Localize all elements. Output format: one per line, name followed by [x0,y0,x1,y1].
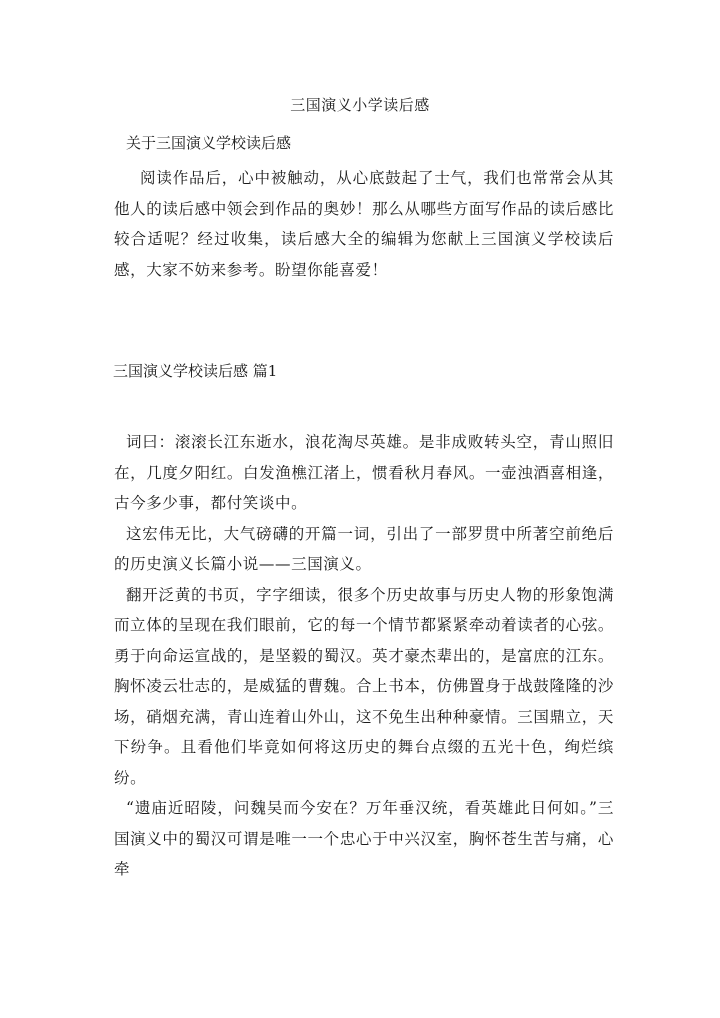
intro-paragraph: 阅读作品后，心中被触动，从心底鼓起了士气，我们也常常会从其他人的读后感中领会到作品的奥妙！那么从哪些方面写作品的读后感比较合适呢？经过收集，读后感大全的编辑为您献上三国演义学校读后感，大家不妨来参考。盼望你能喜爱！ [114,169,614,279]
page-title: 三国演义小学读后感 [290,96,430,114]
article-body [114,427,614,885]
section-heading: 三国演义学校读后感 篇1 [113,362,278,380]
document-subtitle: 关于三国演义学校读后感 [126,134,292,152]
intro-block [114,163,614,285]
body-paragraph: “遗庙近昭陵，问魏吴而今安在？万年垂汉统，看英雄此日何如。”三国演义中的蜀汉可谓是唯一一个忠心于中兴汉室，胸怀苍生苦与痛，心牵 [114,799,614,878]
body-paragraph: 词曰：滚滚长江东逝水，浪花淘尽英雄。是非成败转头空，青山照旧在，几度夕阳红。白发渔樵江渚上，惯看秋月春风。一壶浊酒喜相逢，古今多少事，都付笑谈中。 [114,433,614,512]
body-paragraph: 这宏伟无比，大气磅礴的开篇一词，引出了一部罗贯中所著空前绝后的历史演义长篇小说——三国演义。 [114,524,614,573]
body-paragraph: 翻开泛黄的书页，字字细读，很多个历史故事与历史人物的形象饱满而立体的呈现在我们眼前，它的每一个情节都紧紧牵动着读者的心弦。勇于向命运宣战的，是坚毅的蜀汉。英才豪杰辈出的，是富庶的江东。胸怀凌云壮志的，是威猛的曹魏。合上书本，仿佛置身于战鼓隆隆的沙场，硝烟充满，青山连着山外山，这不免生出种种豪情。三国鼎立，天下纷争。且看他们毕竟如何将这历史的舞台点缀的五光十色，绚烂缤纷。 [114,585,614,787]
